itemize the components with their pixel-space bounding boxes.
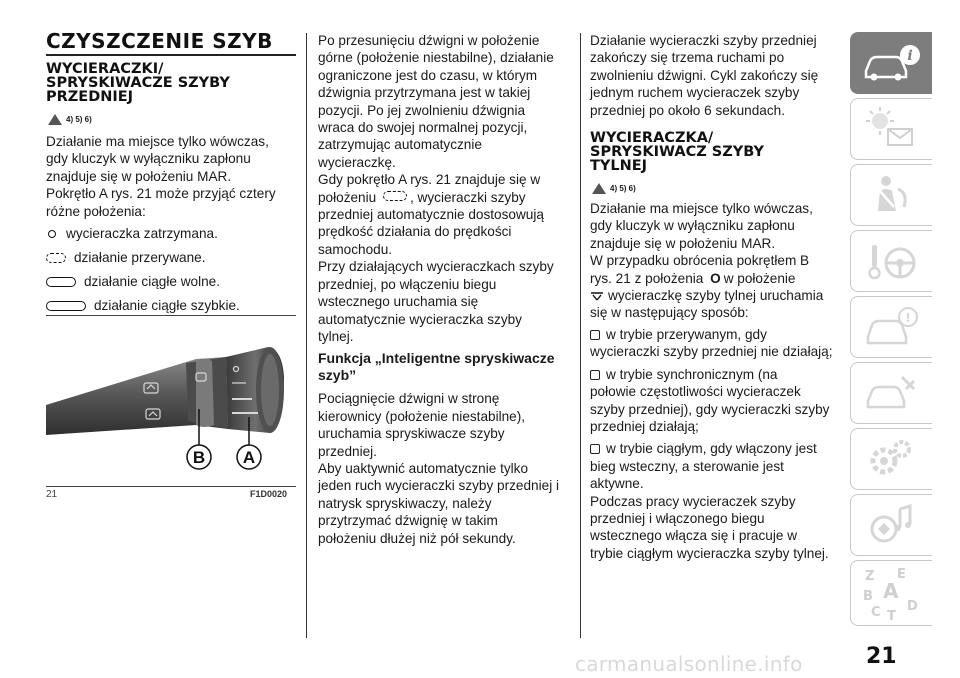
col2-paragraph-2 [318,171,573,258]
tab-starting-driving[interactable] [850,230,932,292]
position-label: działanie przerywane. [74,250,206,266]
text-line: Działanie ma miejsce tylko wówczas, [46,134,269,149]
section-title: CZYSZCZENIE SZYB [46,29,273,53]
text-line [590,440,838,457]
list-item [46,246,296,270]
page-number: 21 [866,644,897,669]
col3-paragraph-4 [590,493,838,563]
col3-paragraph-1 [590,32,838,119]
wiper-auto-icon [383,191,407,201]
tab-safety[interactable] [850,164,932,226]
text-line: Działanie wycieraczki szyby przedniej [590,33,817,48]
warning-refs [592,183,838,194]
index-letter: D [906,599,918,614]
text-line: samochodu. [318,241,393,257]
text-line: W przypadku obrócenia pokrętłem B [590,253,810,269]
col3-paragraph-2 [590,200,838,322]
column-divider [580,33,581,638]
text-line: położeniu dłużej niż pół sekundy. [318,530,516,546]
heading-line: TYLNEJ [590,158,648,175]
index-letter: B [862,589,873,604]
index-letter: C [870,605,881,620]
gears-service-icon [862,435,922,483]
text-span: w trybie ciągłym, gdy włączony jest [606,441,817,457]
text-line: natrysk spryskiwaczy, należy [318,495,492,511]
text-line: wycieraczkę. [318,154,396,170]
figure-wiper-stalk [46,317,296,485]
tab-lights-warnings[interactable] [850,98,932,160]
position-o-symbol: O [710,270,721,286]
heading-line: SPRYSKIWACZ SZYBY [590,144,764,161]
tab-maintenance[interactable] [850,362,932,424]
wiper-intermittent-icon [46,253,66,263]
position-label: działanie ciągłe wolne. [84,274,221,290]
svg-text:!: ! [904,311,911,325]
wiper-stalk-illustration [46,317,296,485]
text-line [590,270,838,287]
text-line: wstecznego włącza się i pracuje w [590,528,798,544]
front-intro [46,133,296,220]
position-label: wycieraczka zatrzymana. [66,226,218,242]
bullet-square-icon [590,370,600,380]
watermark: carmanualsonline.info [575,652,803,676]
text-line: zakończy się trzema ruchami po [590,50,785,66]
text-line: przedniej. [318,443,377,459]
text-line: przedniej po około 6 sekundach. [590,102,785,118]
wiper-fast-icon [46,301,86,311]
index-letter: Z [864,569,874,584]
column-1 [46,62,296,318]
text-line: aktywne. [590,476,644,492]
rear-wiper-icon [590,288,604,298]
heading-line: SPRYSKIWACZE SZYBY [46,75,230,91]
text-line: przedniej i włączonego biegu [590,510,765,526]
warning-refs [48,114,296,125]
seatbelt-airbag-icon [862,171,922,219]
text-line: przedniej automatycznie dostosowują [318,207,544,223]
smart-washer-subheading [318,350,573,384]
refs-text: 4) 5) 6) [66,115,92,124]
text-line: Podczas pracy wycieraczek szyby [590,493,796,509]
warning-triangle-icon [592,183,606,194]
text-line: szyb” [318,367,357,384]
column-3 [590,32,838,562]
list-item [46,270,296,294]
text-line: przedniej, po włączeniu biegu [318,276,497,292]
index-letter: E [896,567,906,582]
text-line: gdy kluczyk w wyłączniku zapłonu [46,151,251,167]
svg-text:i: i [906,48,913,64]
text-line: gdy kluczyk w wyłączniku zapłonu [590,218,795,234]
multimedia-icon [862,501,922,549]
bullet-square-icon [590,330,600,340]
text-line: połowie częstotliwości wycieraczek [590,384,801,400]
text-line: ograniczone jest do czasu, w którym [318,67,538,83]
tab-car-info[interactable] [850,32,932,94]
text-line [318,189,573,206]
alphabet-index-icon [857,564,927,622]
text-span: , wycieraczki szyby [409,189,526,205]
text-line: Aby uaktywnić automatycznie tylko [318,460,529,476]
list-item [590,326,838,361]
text-line: wstecznego uruchamia się [318,294,479,310]
column-divider [306,33,307,638]
text-line: zwolnieniu dźwigni. Cykl zakończy się [590,67,819,83]
text-line: uruchamia spryskiwacze szyby [318,426,505,442]
text-span: w trybie synchronicznym (na [606,366,778,382]
text-line: znajduje się w położeniu MAR. [46,168,232,184]
col2-paragraph-1 [318,32,573,171]
heading-line: WYCIERACZKA/ [590,130,714,147]
label-b: B [192,448,206,467]
text-line: Gdy pokrętło A rys. 21 znajduje się w [318,172,541,188]
tab-emergency[interactable] [850,296,932,358]
positions-list [46,222,296,318]
lights-warning-icon [862,105,922,153]
text-span: położeniu [318,189,377,205]
tab-multimedia[interactable] [850,494,932,556]
car-tools-icon [862,369,922,417]
figure-number: 21 [46,489,58,500]
heading-line: WYCIERACZKI/ [46,61,164,77]
text-span: rys. 21 z położenia [590,270,704,286]
index-letter: A [882,579,898,603]
tab-index[interactable] [850,560,932,626]
text-line: jednym ruchem wycieraczek szyby [590,85,800,101]
rear-modes-list [590,326,838,493]
title-rule [46,54,296,56]
text-line: przedniej działają; [590,418,699,434]
text-line: prędkość działania do prędkości [318,224,512,240]
text-line: tylnej. [318,328,354,344]
text-line: wycieraczki szyby przedniej nie działają; [590,344,833,360]
text-line: kierownicy (położenie niestabilne), [318,408,526,424]
wiper-slow-icon [46,277,76,287]
text-line: Pokrętło A rys. 21 może przyjąć cztery [46,186,276,202]
text-line: Po przesunięciu dźwigni w położenie [318,33,540,48]
text-line: Działanie ma miejsce tylko wówczas, [590,201,813,217]
text-line: jeden ruch wycieraczki szyby przedniej i [318,478,560,494]
text-line: dźwignia przytrzymana jest w takiej [318,85,531,101]
heading-line: PRZEDNIEJ [46,89,134,105]
figure-rule-top [46,315,296,316]
bullet-square-icon [590,444,600,454]
refs-text: 4) 5) 6) [610,184,636,194]
index-letter: T [886,609,896,622]
text-line: zatrzymując automatycznie [318,137,482,153]
column-2 [318,32,573,547]
figure-rule-bottom [46,486,296,487]
text-line: znajduje się w położeniu MAR. [590,235,776,251]
text-line: bieg wsteczny, a sterowanie jest [590,458,784,474]
chapter-sidebar [850,32,932,630]
text-span: wycieraczkę szyby tylnej uruchamia [608,288,824,304]
tab-technical-data[interactable] [850,428,932,490]
text-span: w trybie przerywanym, gdy [606,326,767,342]
text-line: automatycznie wycieraczka szyby [318,311,522,327]
text-line: przytrzymać dźwignię w takim [318,513,498,529]
text-line: trybie ciągłym wycieraczka szyby tylnej. [590,545,829,561]
text-line [590,366,838,383]
car-warning-icon [862,303,922,351]
col2-paragraph-4 [318,390,573,460]
col2-paragraph-3 [318,258,573,345]
text-line: wraca do swojej normalnej pozycji, [318,120,528,136]
label-a: A [242,448,256,467]
text-line: górne (położenie niestabilne), działanie [318,50,554,66]
text-line: Funkcja „Inteligentne spryskiwacze [318,350,555,367]
key-steering-icon [862,237,922,285]
rear-wiper-heading [590,131,838,173]
text-span: w położenie [723,270,796,286]
text-line: różne położenia: [46,203,146,219]
position-label: działanie ciągłe szybkie. [94,298,240,314]
text-line [590,326,838,343]
text-line: szyby przedniej), gdy wycieraczki szyby [590,401,830,417]
front-wiper-heading [46,62,296,104]
text-line [590,287,838,304]
list-item [590,366,838,436]
list-item [46,222,296,246]
col2-paragraph-5 [318,460,573,547]
text-line: się w następujący sposób: [590,305,749,321]
list-item [590,440,838,492]
wiper-off-icon [48,230,56,238]
text-line: pozycji. Po jej zwolnieniu dźwignia [318,102,526,118]
text-line: Przy działających wycieraczkach szyby [318,259,554,275]
figure-code: F1D0020 [250,489,288,499]
car-info-icon [862,41,922,85]
text-line: Pociągnięcie dźwigni w stronę [318,391,500,407]
warning-triangle-icon [48,114,62,125]
